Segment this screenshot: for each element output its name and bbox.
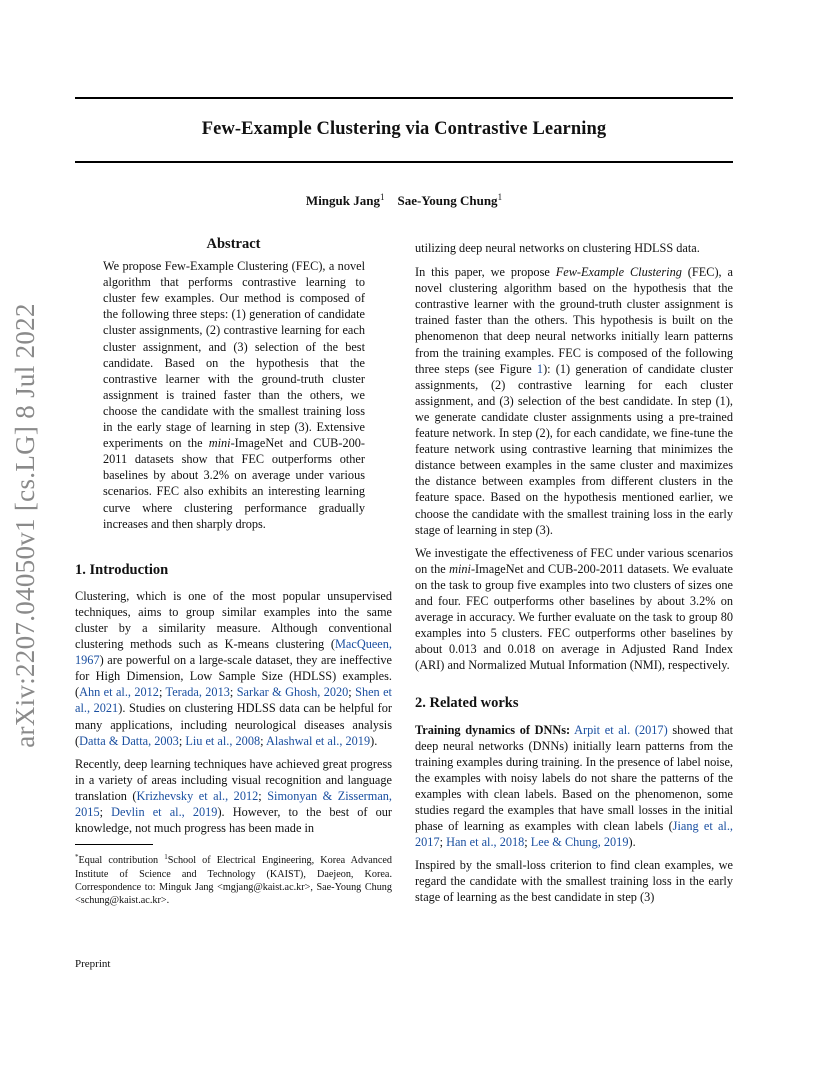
footnote: [75, 851, 392, 908]
right-column: [415, 240, 733, 913]
text: -ImageNet and CUB-200-2011 datasets. We evaluate on the task to group five examples into two clusters of sizes one and four. FEC outperforms other baselines by about 3.2% on average in accuracy. We further evaluate on the task to group 80 examples into 5 clusters. FEC outperforms other baselines by about 0.013 and 0.018 on average in Adjusted Rand Index (ARI) and Normalized Mutual Information (NMI), respectively.: [415, 561, 733, 673]
footnote-text: School of Electrical Engineering, Korea Advanced Institute of Science and Technology (KAIST), Daejeon, Korea. Correspondence to: Minguk Jang <mgjang@kaist.ac.kr>, Sae-Young Chung <schung@kaist.ac.kr>.: [75, 855, 392, 907]
author-name: Sae-Young Chung: [397, 193, 498, 208]
citation-link[interactable]: Liu et al., 2008: [185, 733, 261, 748]
footnote-mark: *: [75, 853, 79, 862]
top-rule: [75, 97, 733, 99]
arxiv-stamp: [4, 300, 46, 750]
title-bottom-rule: [75, 161, 733, 163]
text: showed that deep neural networks (DNNs) initially learn patterns from the training examples during training. In the presence of label noise, the examples with noisy labels do not share the patterns of the examples with clean labels. Based on the phenomenon, some studies regard the examples that have small losses in the initial phase of learning as examples with clean labels (: [415, 722, 733, 834]
related-paragraph-1: Training dynamics of DNNs: Arpit et al. (2017) showed that deep neural networks (DNNs) initially learn patterns from the training examples during training. In the presence of label noise, the examples with noisy labels do not share the patterns of the examples with clean labels. Based on the phenomenon, some studies regard the examples that have small losses in the initial phase of learning as examples with clean labels (Jiang et al., 2017; Han et al., 2018; Lee & Chung, 2019).: [415, 722, 733, 850]
text: In this paper, we propose: [415, 265, 556, 280]
citation-link[interactable]: Ahn et al., 2012: [79, 685, 159, 700]
citation-link[interactable]: Jiang et al., 2017: [415, 819, 733, 850]
author-list: [75, 192, 733, 209]
text: Clustering, which is one of the most popular unsupervised techniques, aims to group similar examples into the same cluster by a similarity measure. Although conventional clustering methods such as K-means clustering (: [75, 588, 392, 652]
abstract-text-end: -ImageNet and CUB-200-2011 datasets show that FEC outperforms other baselines by about 3.2% on average under various scenarios. FEC also exhibits an interesting learning curve where clustering performance gradually increases and then sharply drops.: [103, 436, 365, 531]
italic-text: Few-Example Clustering: [555, 265, 682, 280]
abstract-text-part: We propose Few-Example Clustering (FEC), a novel algorithm that performs contrastive learning to cluster few examples. Our method is composed of the following three steps: (1) generation of candidate cluster assignments, (2) contrastive learning for each cluster assignment, and (3) selection of the best candidate. Based on the hypothesis that the contrastive learner with the ground-truth cluster assignment is trained faster than the others, we choose the candidate with the smallest training loss in the early stage of learning in step (3). Extensive experiments on the: [103, 259, 365, 451]
text: ): (1) generation of candidate cluster assignments, (2) contrastive learning for each cluster assignment, and (3) selection of the best candidate. In step (1), we generate candidate cluster assignments using a pre-trained feature network. In step (2), for each candidate, we fine-tune the feature network using contrastive learning that minimizes the distance between examples in the same cluster and maximizes the distance between examples from different clusters in the feature space. Based on the hypothesis mentioned earlier, we choose the candidate with the smallest training loss in the early stage of learning in step (3).: [415, 361, 734, 537]
footnote-mark: 1: [164, 853, 168, 862]
text: ). Studies on clustering HDLSS data can be helpful for many applications, including neurological diseases analysis (: [75, 701, 392, 748]
citation-link[interactable]: MacQueen, 1967: [75, 637, 392, 668]
intro-paragraph-2-continued: utilizing deep neural networks on clustering HDLSS data.: [415, 241, 700, 255]
citation-link[interactable]: Shen et al., 2021: [75, 685, 392, 716]
abstract-heading: Abstract: [206, 236, 261, 252]
intro-paragraph-1: Clustering, which is one of the most popular unsupervised techniques, aims to group similar examples into the same cluster by a similarity measure. Although conventional clustering methods such as K-means clustering (MacQueen, 1967) are powerful on a large-scale dataset, they are ineffective for High Dimension, Low Sample Size (HDLSS) examples. (Ahn et al., 2012; Terada, 2013; Sarkar & Ghosh, 2020; Shen et al., 2021). Studies on clustering HDLSS data can be helpful for many applications, including neurological diseases analysis (Datta & Datta, 2003; Liu et al., 2008; Alashwal et al., 2019).: [75, 588, 392, 748]
intro-paragraph-2: Recently, deep learning techniques have achieved great progress in a variety of areas including visual recognition and language translation (Krizhevsky et al., 2012; Simonyan & Zisserman, 2015; Devlin et al., 2019). However, to the best of our knowledge, not much progress has been made in: [75, 756, 393, 836]
affiliation-mark: 1: [379, 192, 385, 202]
affiliation-mark: 1: [497, 192, 503, 202]
text: ).: [628, 835, 636, 850]
left-column: [75, 236, 392, 908]
author-name: Minguk Jang: [305, 193, 380, 208]
intro-paragraph-3: [415, 264, 733, 538]
text: ). However, to the best of our knowledge, not much progress has been made in: [75, 805, 393, 836]
citation-link[interactable]: Lee & Chung, 2019: [530, 835, 629, 850]
footnote-text: Equal contribution: [78, 855, 165, 867]
citation-link[interactable]: Krizhevsky et al., 2012: [136, 788, 259, 803]
section-heading-related-works: 2. Related works: [415, 695, 519, 712]
text: (FEC), a novel clustering algorithm based on the hypothesis that the contrastive learner with the ground-truth cluster assignment is trained faster than the others. This hypothesis is built on the phenomenon that deep neural networks initially learn patterns from the training examples. FEC is composed of the following three steps (see Figure: [415, 265, 733, 376]
text: Recently, deep learning techniques have achieved great progress in a variety of areas including visual recognition and language translation (: [75, 756, 392, 803]
abstract-body: [103, 258, 365, 532]
text: ) are powerful on a large-scale dataset, they are ineffective for High Dimension, Low Sample Size (HDLSS) examples. (: [75, 653, 392, 700]
text: We investigate the effectiveness of FEC under various scenarios on the: [415, 545, 733, 576]
intro-paragraph-4: [415, 545, 733, 674]
footnote-divider: [75, 844, 153, 845]
arxiv-id: arXiv:2207.04050v1 [cs.LG] 8 Jul 2022: [9, 302, 40, 748]
citation-link[interactable]: Alashwal et al., 2019: [265, 733, 371, 748]
run-in-heading: Training dynamics of DNNs:: [415, 722, 571, 737]
section-heading-introduction: 1. Introduction: [75, 561, 169, 578]
citation-link[interactable]: Arpit et al. (2017): [574, 722, 668, 737]
citation-link[interactable]: Simonyan & Zisserman, 2015: [75, 788, 392, 819]
preprint-label: Preprint: [75, 958, 111, 970]
paper-title: Few-Example Clustering via Contrastive Learning: [201, 119, 607, 139]
related-paragraph-2: Inspired by the small-loss criterion to find clean examples, we regard the candidate with the smallest training loss in the early stage of learning as the best candidate in step (3): [415, 858, 733, 905]
text: ).: [370, 733, 378, 748]
citation-link[interactable]: Devlin et al., 2019: [111, 805, 218, 819]
abstract-text: [103, 258, 365, 532]
citation-link[interactable]: Terada, 2013: [165, 685, 230, 700]
citation-link[interactable]: Han et al., 2018: [446, 835, 525, 850]
citation-link[interactable]: Datta & Datta, 2003: [79, 733, 179, 748]
italic-text: mini: [449, 561, 471, 576]
citation-link[interactable]: Sarkar & Ghosh, 2020: [236, 685, 349, 700]
abstract-italic: mini: [208, 436, 231, 451]
figure-link[interactable]: 1: [536, 361, 544, 376]
